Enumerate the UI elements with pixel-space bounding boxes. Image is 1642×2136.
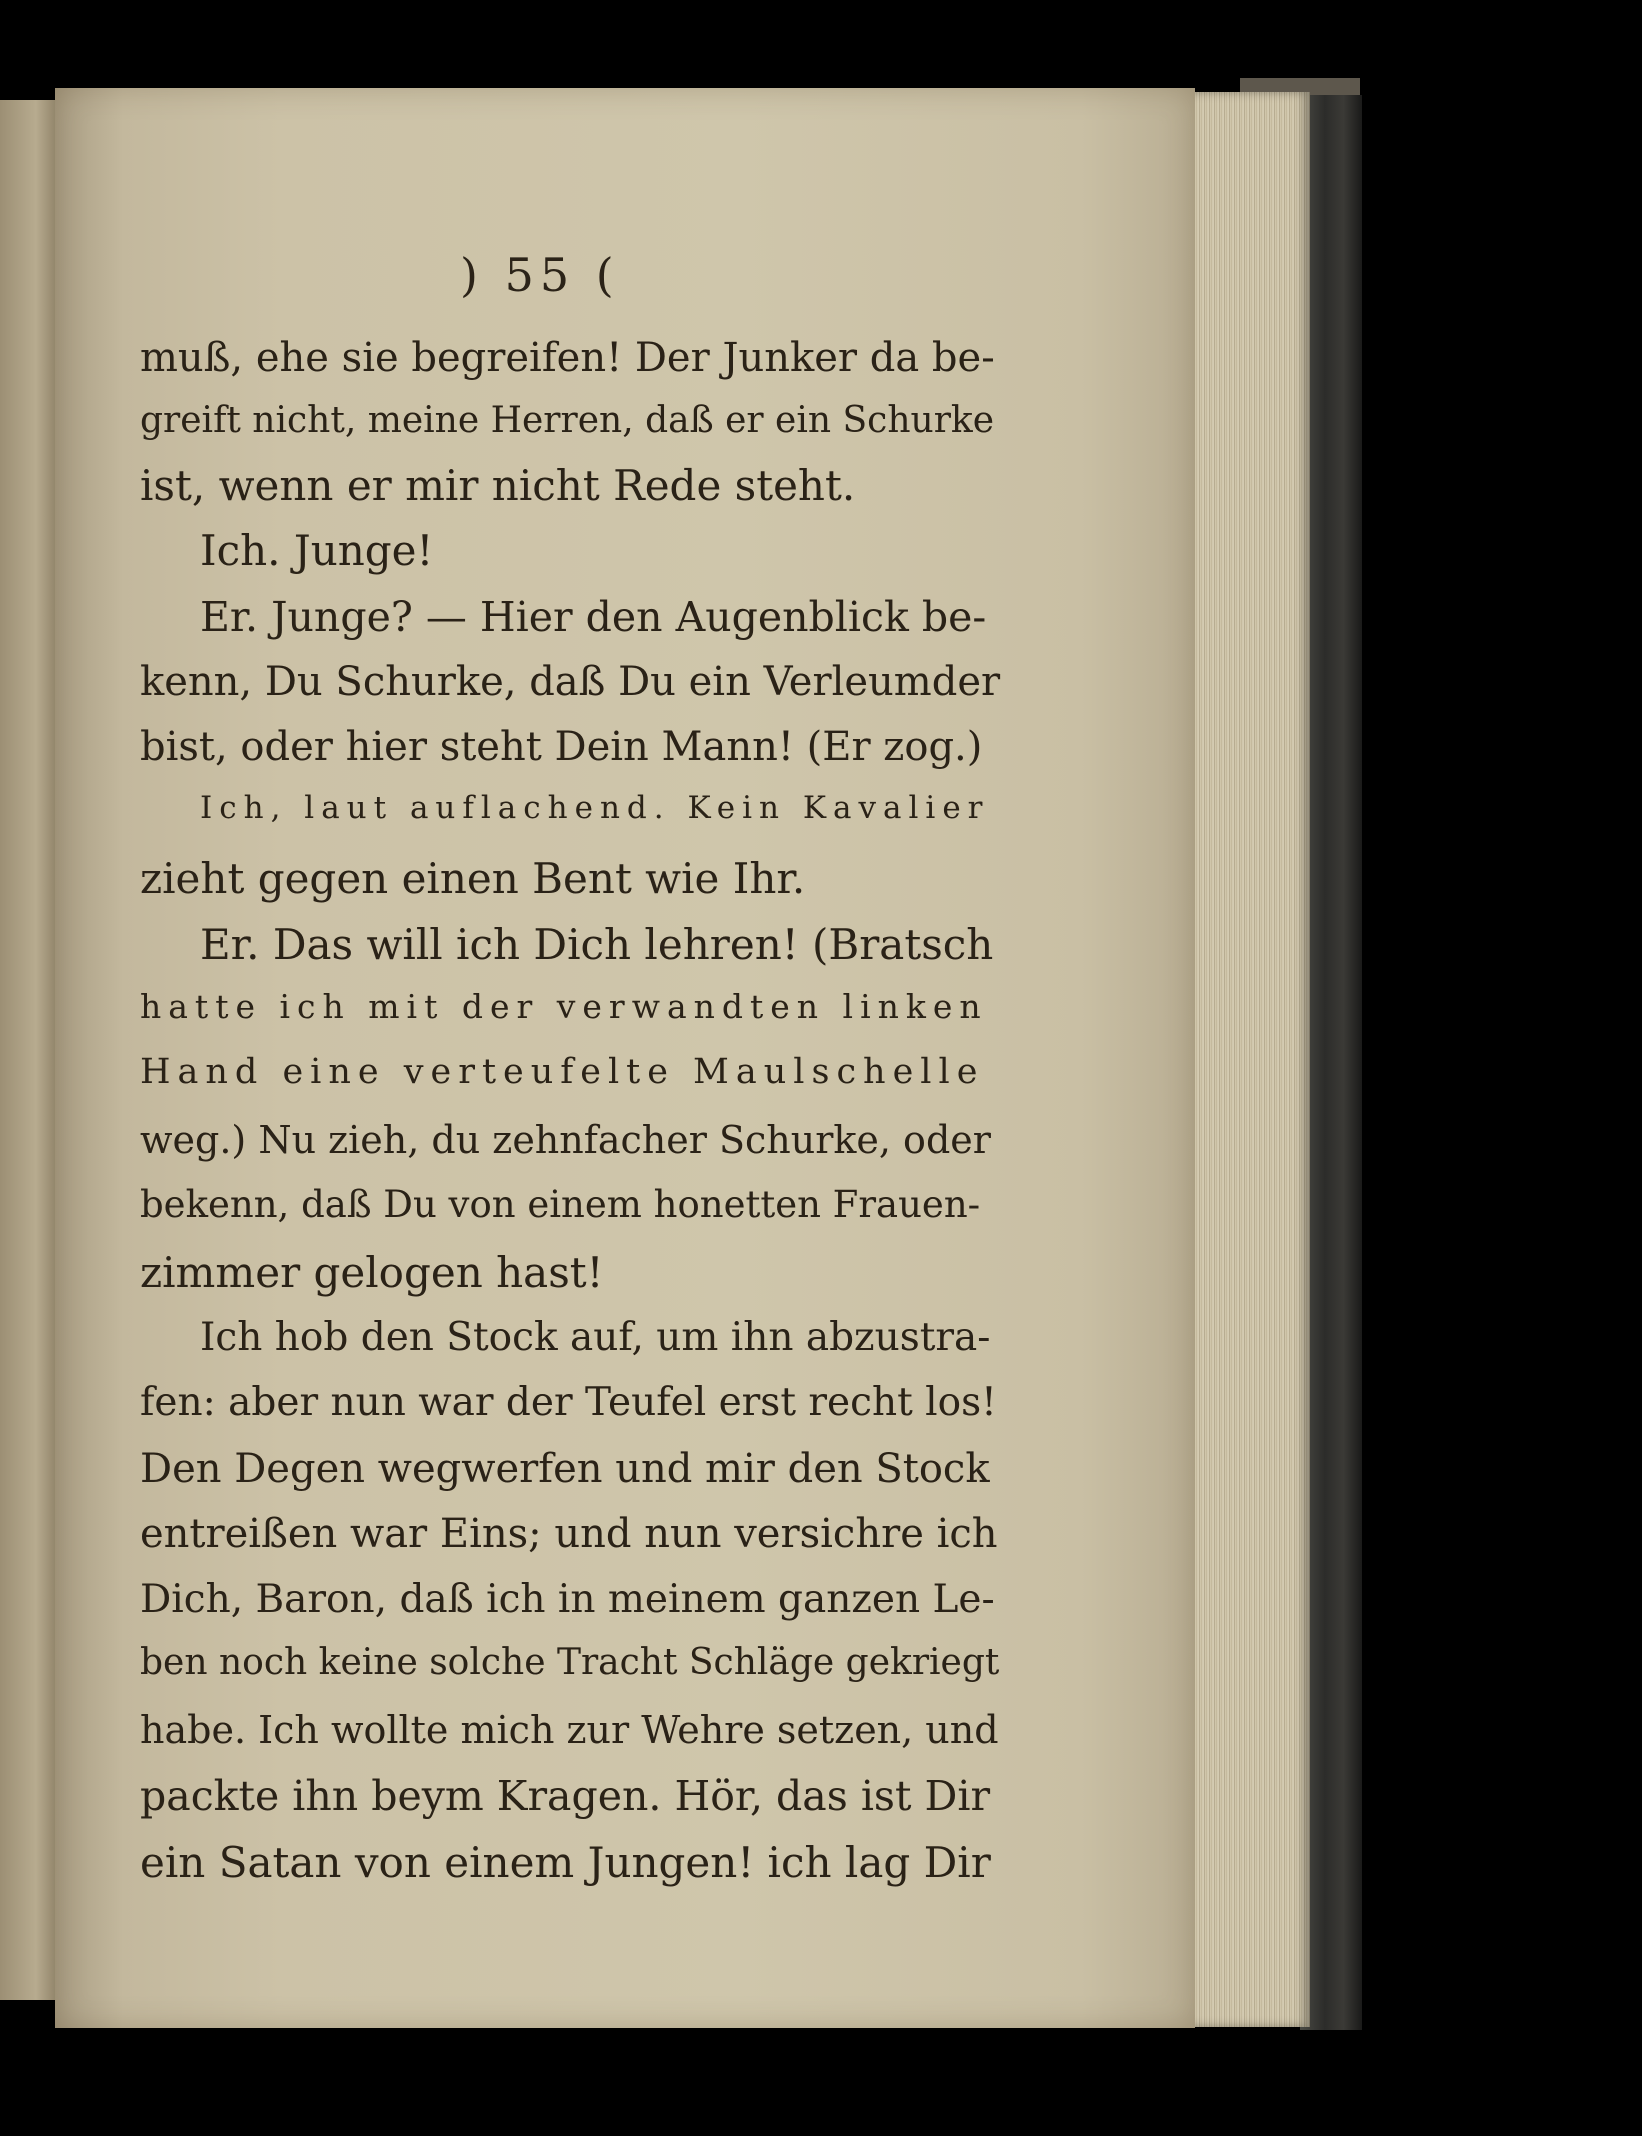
- text-line: zieht gegen einen Bent wie Ihr.: [140, 854, 806, 903]
- text-line: habe. Ich wollte mich zur Wehre setzen, und: [140, 1708, 999, 1752]
- text-line: Dich, Baron, daß ich in meinem ganzen Le-: [140, 1577, 995, 1622]
- text-line: Ich, laut auflachend. Kein Kavalier: [200, 790, 990, 826]
- text-line: Ich hob den Stock auf, um ihn abzustra-: [200, 1315, 991, 1360]
- page-block-edges: [1190, 92, 1310, 2027]
- text-line: bist, oder hier steht Dein Mann! (Er zog.): [140, 724, 983, 770]
- left-page-edge: [0, 100, 60, 2000]
- text-line: ben noch keine solche Tracht Schläge gekriegt: [140, 1642, 1000, 1683]
- text-line: bekenn, daß Du von einem honetten Frauen-: [140, 1183, 981, 1226]
- text-line: muß, ehe sie begreifen! Der Junker da be-: [140, 335, 995, 381]
- text-line: entreißen war Eins; und nun versichre ich: [140, 1511, 998, 1557]
- page-number-header: ) 55 (: [460, 248, 620, 302]
- text-line: Er. Junge? — Hier den Augenblick be-: [200, 593, 987, 641]
- text-line: Er. Das will ich Dich lehren! (Bratsch: [200, 920, 994, 969]
- text-line: zimmer gelogen hast!: [140, 1248, 604, 1297]
- text-line: hatte ich mit der verwandten linken: [140, 987, 988, 1026]
- text-line: ein Satan von einem Jungen! ich lag Dir: [140, 1838, 991, 1887]
- text-line: greift nicht, meine Herren, daß er ein Schurke: [140, 400, 995, 441]
- text-line: fen: aber nun war der Teufel erst recht los!: [140, 1380, 997, 1425]
- text-line: kenn, Du Schurke, daß Du ein Verleumder: [140, 659, 1001, 705]
- text-line: packte ihn beym Kragen. Hör, das ist Dir: [140, 1772, 991, 1820]
- text-line: ist, wenn er mir nicht Rede steht.: [140, 461, 856, 510]
- text-line: Den Degen wegwerfen und mir den Stock: [140, 1446, 990, 1492]
- text-line: weg.) Nu zieh, du zehnfacher Schurke, oder: [140, 1118, 991, 1162]
- text-line: Ich. Junge!: [200, 526, 434, 575]
- text-line: Hand eine verteufelte Maulschelle: [140, 1052, 985, 1092]
